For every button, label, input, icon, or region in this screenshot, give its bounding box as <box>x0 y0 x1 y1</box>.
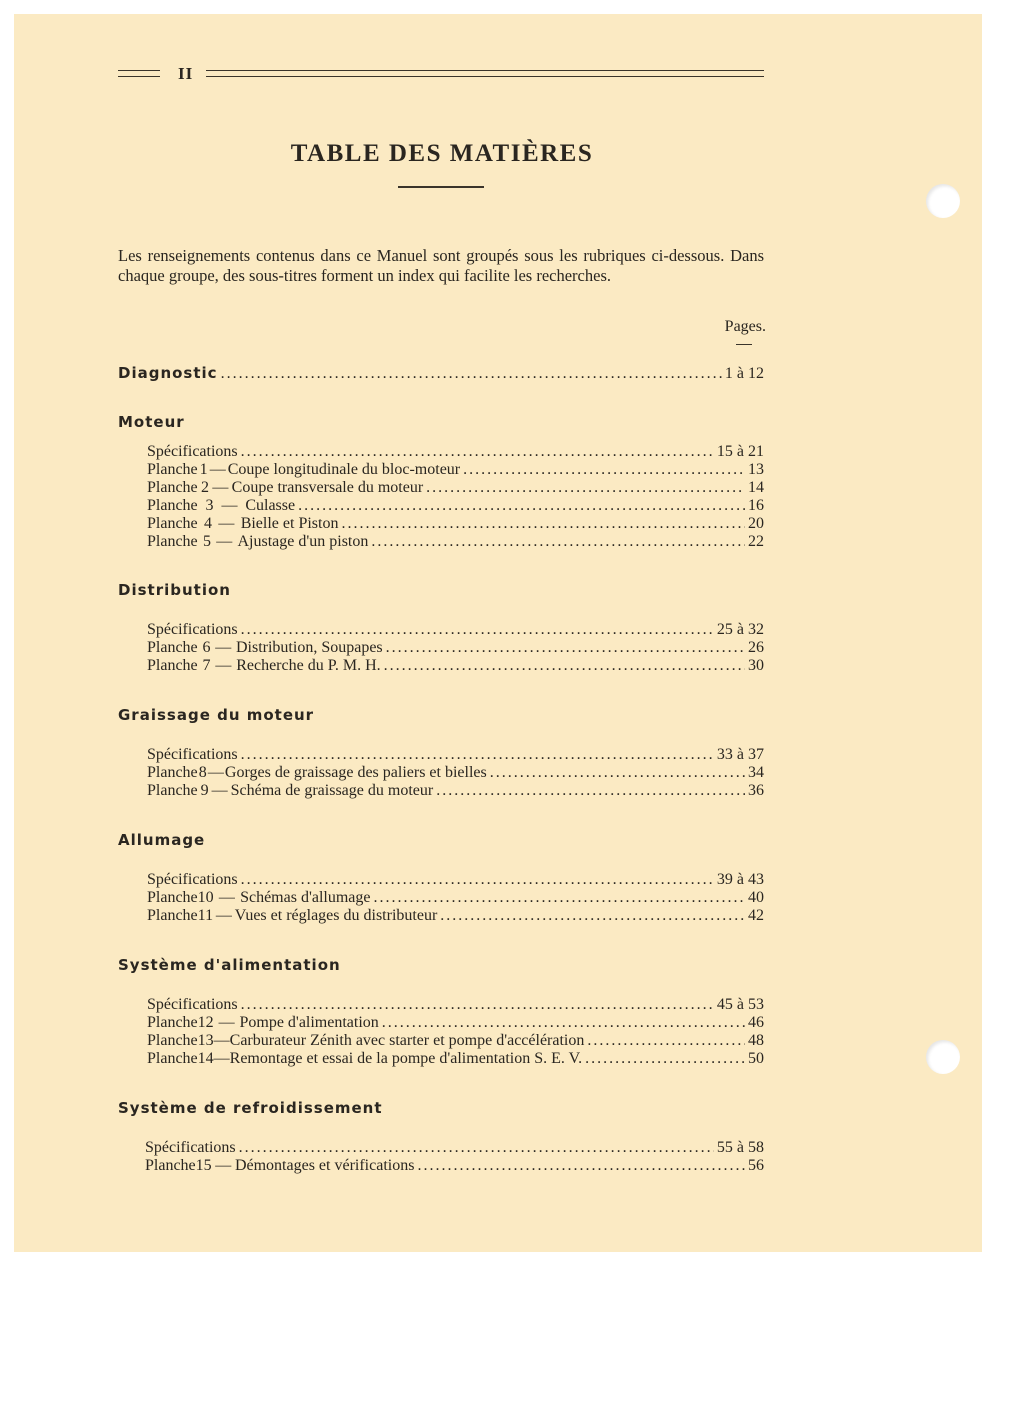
planche-number: 7 <box>202 657 211 674</box>
spec-label: Spécifications <box>147 871 238 888</box>
planche-label: Ajustage d'un piston <box>237 533 369 550</box>
toc-planche[interactable] <box>147 1032 764 1050</box>
spec-label: Spécifications <box>147 996 238 1013</box>
planche-label: Gorges de graissage des paliers et bielles <box>224 764 487 781</box>
dot-leader <box>298 497 745 515</box>
dot-leader <box>587 1032 745 1050</box>
em-dash: — <box>207 764 224 781</box>
planche-prefix: Planche <box>147 782 198 799</box>
header-rule-left <box>118 70 160 77</box>
planche-label: Schéma de graissage du moteur <box>230 782 434 799</box>
section-title-refroidissement: Système de refroidissement <box>118 1099 383 1117</box>
spec-label: Spécifications <box>145 1139 236 1156</box>
planche-label: Carburateur Zénith avec starter et pompe d'accélération <box>229 1032 585 1049</box>
planche-number: 12 <box>197 1014 214 1031</box>
planche-prefix: Planche <box>147 497 198 514</box>
toc-entry-diagnostic[interactable] <box>118 364 764 382</box>
planche-label: Culasse <box>245 497 296 514</box>
dot-leader <box>241 443 714 461</box>
em-dash: — <box>212 479 229 496</box>
toc-planche[interactable] <box>145 1157 764 1175</box>
planche-number: 9 <box>200 782 209 799</box>
dot-leader <box>440 907 745 925</box>
em-dash: — <box>213 1050 230 1067</box>
toc-planche[interactable] <box>147 479 764 497</box>
planche-number: 14 <box>197 1050 214 1067</box>
planche-label: Démontages et vérifications <box>234 1157 415 1174</box>
page-number: II <box>178 64 194 83</box>
dot-leader <box>221 365 722 383</box>
toc-planche[interactable] <box>147 1050 764 1068</box>
spec-pages: 25 à 32 <box>716 621 764 638</box>
intro-paragraph: Les renseignements contenus dans ce Manuel sont groupés sous les rubriques ci-dessous. Dans chaque groupe, des sous-titres forment un index qui facilite les recherches. <box>118 246 764 285</box>
em-dash: — <box>211 782 228 799</box>
section-title-distribution: Distribution <box>118 581 231 599</box>
planche-prefix: Planche <box>147 1050 198 1067</box>
planche-page: 50 <box>748 1050 764 1067</box>
title-underline <box>398 186 484 188</box>
toc-planche[interactable] <box>147 1014 764 1032</box>
section-title-allumage: Allumage <box>118 831 206 849</box>
toc-specifications[interactable] <box>147 746 764 764</box>
planche-page: 42 <box>748 907 764 924</box>
em-dash: — <box>218 515 235 532</box>
spec-pages: 45 à 53 <box>716 996 764 1013</box>
planche-page: 22 <box>747 533 764 550</box>
planche-number: 5 <box>202 533 211 550</box>
planche-page: 48 <box>748 1032 764 1049</box>
planche-number: 13 <box>197 1032 214 1049</box>
planche-page: 26 <box>748 639 764 656</box>
planche-page: 30 <box>748 657 764 674</box>
dot-leader <box>384 657 745 675</box>
toc-specifications[interactable] <box>145 1139 764 1157</box>
page-title: TABLE DES MATIÈRES <box>290 140 594 167</box>
dot-leader <box>426 479 745 497</box>
planche-page: 36 <box>748 782 764 799</box>
toc-planche[interactable] <box>147 889 764 907</box>
planche-prefix: Planche <box>147 461 198 478</box>
planche-prefix: Planche <box>147 515 198 532</box>
planche-number: 8 <box>198 764 207 781</box>
planche-label: Schémas d'allumage <box>240 889 371 906</box>
toc-planche[interactable] <box>147 657 764 675</box>
planche-prefix: Planche <box>147 479 198 496</box>
dot-leader <box>371 533 745 551</box>
planche-page: 13 <box>748 461 764 478</box>
planche-label: Distribution, Soupapes <box>235 639 383 656</box>
section-title-graissage: Graissage du moteur <box>118 706 315 724</box>
planche-number: 10 <box>197 889 214 906</box>
planche-prefix: Planche <box>147 1014 198 1031</box>
toc-planche[interactable] <box>147 497 764 515</box>
planche-label: Pompe d'alimentation <box>239 1014 379 1031</box>
dot-leader <box>463 461 745 479</box>
dot-leader <box>241 871 714 889</box>
toc-diagnostic-pages: 1 à 12 <box>724 365 764 382</box>
section-title-alimentation: Système d'alimentation <box>118 956 341 974</box>
planche-number: 3 <box>205 497 214 514</box>
dot-leader <box>373 889 745 907</box>
planche-page: 16 <box>748 497 764 514</box>
planche-prefix: Planche <box>147 907 198 924</box>
dot-leader <box>239 1139 714 1157</box>
planche-label: Vues et réglages du distributeur <box>234 907 438 924</box>
em-dash: — <box>215 1157 232 1174</box>
dot-leader <box>436 782 745 800</box>
planche-number: 2 <box>201 479 209 496</box>
em-dash: — <box>215 907 232 924</box>
spec-pages: 39 à 43 <box>716 871 764 888</box>
planche-page: 34 <box>748 764 764 781</box>
toc-specifications[interactable] <box>147 621 764 639</box>
em-dash: — <box>209 461 226 478</box>
spec-label: Spécifications <box>147 443 238 460</box>
planche-page: 46 <box>748 1014 764 1031</box>
planche-page: 40 <box>748 889 764 906</box>
planche-label: Coupe transversale du moteur <box>231 479 424 496</box>
planche-prefix: Planche <box>147 1032 198 1049</box>
dot-leader <box>241 996 714 1014</box>
punch-hole-top <box>926 184 960 218</box>
pages-column-header: Pages. <box>724 318 766 335</box>
dot-leader <box>386 639 745 657</box>
section-title-moteur: Moteur <box>118 413 185 431</box>
planche-number: 15 <box>195 1157 212 1174</box>
dot-leader <box>490 764 745 782</box>
spec-pages: 55 à 58 <box>716 1139 764 1156</box>
dot-leader <box>241 621 714 639</box>
toc-specifications[interactable] <box>147 871 764 889</box>
planche-prefix: Planche <box>145 1157 196 1174</box>
planche-prefix: Planche <box>147 889 198 906</box>
dot-leader <box>241 746 714 764</box>
planche-page: 20 <box>747 515 764 532</box>
em-dash: — <box>215 639 232 656</box>
em-dash: — <box>216 533 233 550</box>
planche-number: 6 <box>202 639 211 656</box>
planche-prefix: Planche <box>147 764 198 781</box>
dot-leader <box>382 1014 745 1032</box>
em-dash: — <box>213 1032 230 1049</box>
planche-label: Bielle et Piston <box>240 515 339 532</box>
planche-prefix: Planche <box>147 533 198 550</box>
dot-leader <box>417 1157 745 1175</box>
toc-planche[interactable] <box>147 782 764 800</box>
planche-number: 11 <box>197 907 214 924</box>
spec-label: Spécifications <box>147 746 238 763</box>
toc-planche[interactable] <box>147 515 764 533</box>
header-rule-right <box>206 70 764 77</box>
em-dash: — <box>221 497 238 514</box>
planche-label: Recherche du P. M. H. <box>236 657 381 674</box>
toc-planche[interactable] <box>147 461 764 479</box>
planche-label: Remontage et essai de la pompe d'alimentation S. E. V. <box>229 1050 583 1067</box>
toc-specifications[interactable] <box>147 996 764 1014</box>
toc-planche[interactable] <box>147 907 764 925</box>
toc-planche[interactable] <box>147 639 764 657</box>
planche-number: 4 <box>204 515 212 532</box>
planche-page: 14 <box>748 479 764 496</box>
spec-label: Spécifications <box>147 621 238 638</box>
planche-page: 56 <box>748 1157 764 1174</box>
planche-label: Coupe longitudinale du bloc-moteur <box>227 461 461 478</box>
spec-pages: 33 à 37 <box>716 746 764 763</box>
page-header <box>118 64 764 86</box>
toc-specifications[interactable] <box>147 443 764 461</box>
pages-header-dash <box>736 344 752 345</box>
em-dash: — <box>218 889 235 906</box>
planche-prefix: Planche <box>147 639 198 656</box>
planche-number: 1 <box>199 461 208 478</box>
toc-planche[interactable] <box>147 764 764 782</box>
planche-prefix: Planche <box>147 657 198 674</box>
spec-pages: 15 à 21 <box>716 443 764 460</box>
toc-diagnostic-title: Diagnostic <box>118 364 218 382</box>
em-dash: — <box>215 657 232 674</box>
toc-planche[interactable] <box>147 533 764 551</box>
dot-leader <box>341 515 745 533</box>
dot-leader <box>585 1050 745 1068</box>
punch-hole-bottom <box>926 1040 960 1074</box>
em-dash: — <box>218 1014 235 1031</box>
